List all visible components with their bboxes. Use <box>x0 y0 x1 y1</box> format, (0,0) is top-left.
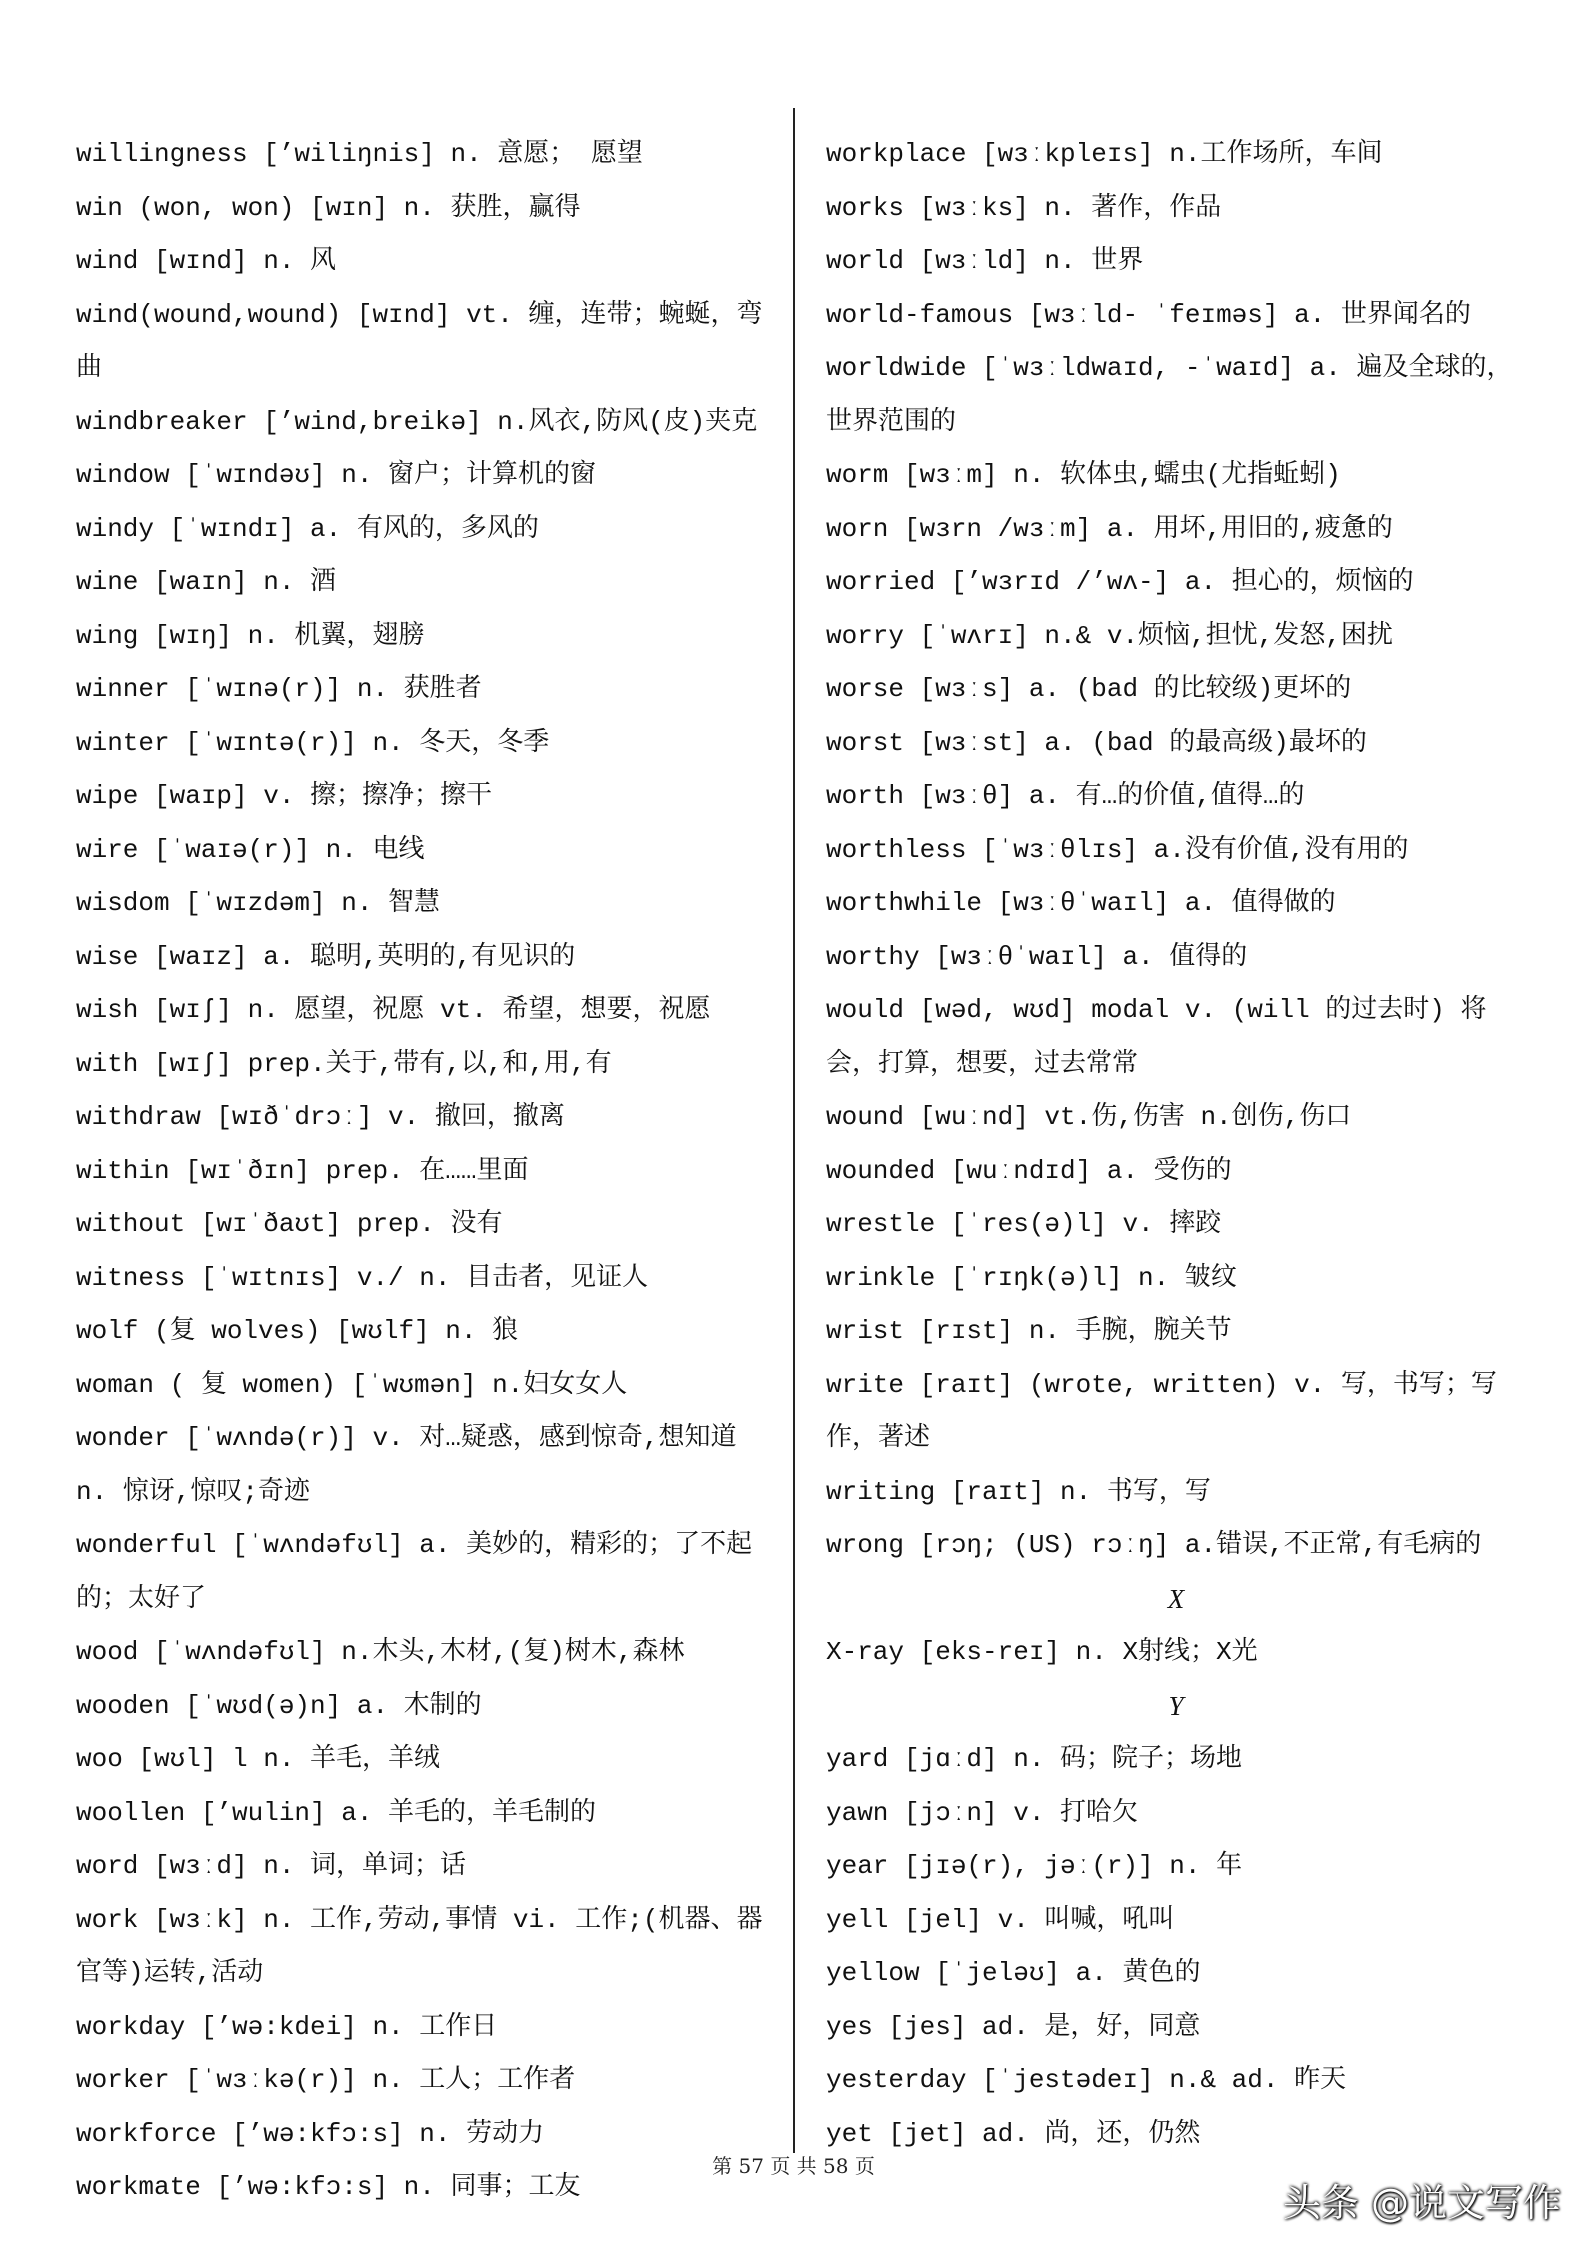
vocab-entry: would [wəd, wʊd] modal v. (will 的过去时) 将会，打算，想要，过去常常 <box>826 995 1487 1079</box>
vocab-entry: world-famous [wɜːld- ˈfeɪməs] a. 世界闻名的 <box>826 299 1471 330</box>
vocab-entry: wonder [ˈwʌndə(r)] v. 对…疑惑，感到惊奇,想知道 n. 惊讶,惊叹;奇迹 <box>76 1423 737 1507</box>
vocab-entry: yesterday [ˈjestədeɪ] n.& ad. 昨天 <box>826 2065 1347 2095</box>
left-column <box>76 128 776 2215</box>
vocab-entry: workmate [’wə:kfɔ:s] n. 同事；工友 <box>76 2172 581 2202</box>
vocab-entry: wound [wuːnd] vt.伤,伤害 n.创伤,伤口 <box>826 1102 1352 1132</box>
vocab-entry: wish [wɪʃ] n. 愿望，祝愿 vt. 希望，想要，祝愿 <box>76 995 711 1025</box>
vocab-entry: worth [wɜːθ] a. 有…的价值,值得…的 <box>826 781 1305 811</box>
vocab-entry: woo [wʊl] l n. 羊毛，羊绒 <box>76 1744 441 1774</box>
vocab-entry: worm [wɜːm] n. 软体虫,蠕虫(尤指蚯蚓) <box>826 460 1341 490</box>
vocab-entry: worthless [ˈwɜːθlɪs] a.没有价值,没有用的 <box>826 834 1409 865</box>
vocab-entry: wounded [wuːndɪd] a. 受伤的 <box>826 1155 1232 1186</box>
vocab-entry: within [wɪˈðɪn] prep. 在……里面 <box>76 1155 529 1186</box>
vocab-entry: work [wɜːk] n. 工作,劳动,事情 vi. 工作;(机器、器官等)运转,活动 <box>76 1904 763 1988</box>
vocab-entry: wisdom [ˈwɪzdəm] n. 智慧 <box>76 888 441 918</box>
vocab-entry: wolf (复 wolves) [wʊlf] n. 狼 <box>76 1316 519 1346</box>
section-letter: X <box>1167 1583 1185 1614</box>
vocab-entry: windy [ˈwɪndɪ] a. 有风的，多风的 <box>76 513 539 544</box>
vocab-entry: worst [wɜːst] a. (bad 的最高级)最坏的 <box>826 727 1367 758</box>
vocab-entry: worthy [wɜːθˈwaɪl] a. 值得的 <box>826 941 1248 972</box>
vocab-entry: withdraw [wɪðˈdrɔː] v. 撤回，撤离 <box>76 1102 565 1132</box>
vocab-entry: worthwhile [wɜːθˈwaɪl] a. 值得做的 <box>826 888 1336 918</box>
vocab-entry: works [wɜːks] n. 著作，作品 <box>826 192 1222 223</box>
vocab-entry: worker [ˈwɜːkə(r)] n. 工人；工作者 <box>76 2065 576 2095</box>
vocab-entry: wine [waɪn] n. 酒 <box>76 567 337 597</box>
vocab-entry: without [wɪˈðaʊt] prep. 没有 <box>76 1209 503 1239</box>
vocab-entry: wrong [rɔŋ; (US) rɔːŋ] a.错误,不正常,有毛病的 <box>826 1530 1482 1560</box>
vocab-entry: win (won, won) [wɪn] n. 获胜，赢得 <box>76 192 581 223</box>
vocab-entry: yet [jet] ad. 尚，还，仍然 <box>826 2118 1201 2149</box>
vocab-entry: with [wɪʃ] prep.关于,带有,以,和,用,有 <box>76 1048 612 1079</box>
section-letter: Y <box>1168 1690 1184 1721</box>
vocab-entry: yard [jɑːd] n. 码；院子；场地 <box>826 1744 1243 1774</box>
vocab-entry: willingness [’wiliŋnis] n. 意愿； 愿望 <box>76 139 643 169</box>
vocab-entry: wise [waɪz] a. 聪明,英明的,有见识的 <box>76 941 576 972</box>
right-column <box>826 128 1526 2161</box>
vocab-entry: yell [jel] v. 叫喊，吼叫 <box>826 1904 1175 1935</box>
vocab-entry: yes [jes] ad. 是，好，同意 <box>826 2011 1201 2042</box>
vocab-entry: woollen [’wulin] a. 羊毛的，羊毛制的 <box>76 1797 597 1828</box>
vocab-entry: window [ˈwɪndəʊ] n. 窗户；计算机的窗 <box>76 460 597 490</box>
vocab-entry: wood [ˈwʌndəfʊl] n.木头,木材,(复)树木,森林 <box>76 1637 685 1667</box>
page-footer: 第 57 页 共 58 页 <box>712 2154 875 2178</box>
vocab-entry: wipe [waɪp] v. 擦；擦净；擦干 <box>76 781 493 811</box>
vocab-entry: worry [ˈwʌrɪ] n.& v.烦恼,担忧,发怒,困扰 <box>826 620 1393 651</box>
vocab-entry: wind [wɪnd] n. 风 <box>76 246 337 276</box>
vocab-entry: wrinkle [ˈrɪŋk(ə)l] n. 皱纹 <box>826 1262 1237 1293</box>
vocab-entry: wrestle [ˈres(ə)l] v. 摔跤 <box>826 1209 1222 1239</box>
vocab-entry: word [wɜːd] n. 词，单词；话 <box>76 1851 467 1881</box>
vocab-entry: X-ray [eks-reɪ] n. X射线；X光 <box>826 1637 1258 1667</box>
vocab-entry: wonderful [ˈwʌndəfʊl] a. 美妙的，精彩的；了不起的；太好了 <box>76 1530 753 1614</box>
vocab-entry: windbreaker [’wind,breikə] n.风衣,防风(皮)夹克 <box>76 406 758 437</box>
vocab-entry: winter [ˈwɪntə(r)] n. 冬天，冬季 <box>76 727 550 758</box>
vocab-entry: write [raɪt] (wrote, written) v. 写，书写；写作，著述 <box>826 1369 1497 1453</box>
vocab-entry: yawn [jɔːn] v. 打哈欠 <box>826 1797 1139 1828</box>
vocab-entry: wrist [rɪst] n. 手腕，腕关节 <box>826 1316 1232 1346</box>
vocab-entry: world [wɜːld] n. 世界 <box>826 246 1144 276</box>
vocab-entry: workplace [wɜːkpleɪs] n.工作场所，车间 <box>826 139 1383 169</box>
vocab-entry: worried [’wɜrɪd /’wʌ-] a. 担心的，烦恼的 <box>826 567 1414 597</box>
watermark: 头条 @说文写作 <box>1282 2181 1561 2225</box>
vocab-entry: winner [ˈwɪnə(r)] n. 获胜者 <box>76 674 482 704</box>
vocab-entry: worldwide [ˈwɜːldwaɪd, -ˈwaɪd] a. 遍及全球的，世界范围的 <box>826 353 1513 437</box>
vocab-entry: witness [ˈwɪtnɪs] v./ n. 目击者，见证人 <box>76 1262 649 1293</box>
vocab-entry: worse [wɜːs] a. (bad 的比较级)更坏的 <box>826 674 1352 704</box>
vocab-entry: wooden [ˈwʊd(ə)n] a. 木制的 <box>76 1690 482 1721</box>
column-divider <box>793 108 795 2153</box>
vocab-entry: worn [wɜrn /wɜːm] a. 用坏,用旧的,疲惫的 <box>826 513 1393 544</box>
vocab-entry: woman ( 复 women) [ˈwʊmən] n.妇女女人 <box>76 1369 628 1400</box>
vocab-entry: yellow [ˈjeləʊ] a. 黄色的 <box>826 1958 1201 1988</box>
vocab-entry: workday [’wə:kdei] n. 工作日 <box>76 2011 498 2042</box>
vocab-entry: writing [raɪt] n. 书写，写 <box>826 1476 1211 1507</box>
vocab-entry: wire [ˈwaɪə(r)] n. 电线 <box>76 834 425 865</box>
vocab-entry: wing [wɪŋ] n. 机翼，翅膀 <box>76 620 425 651</box>
vocab-entry: year [jɪə(r), jəː(r)] n. 年 <box>826 1851 1243 1881</box>
vocab-entry: workforce [’wə:kfɔ:s] n. 劳动力 <box>76 2118 545 2149</box>
vocab-entry: wind(wound,wound) [wɪnd] vt. 缠，连带；蜿蜒，弯曲 <box>76 299 763 383</box>
